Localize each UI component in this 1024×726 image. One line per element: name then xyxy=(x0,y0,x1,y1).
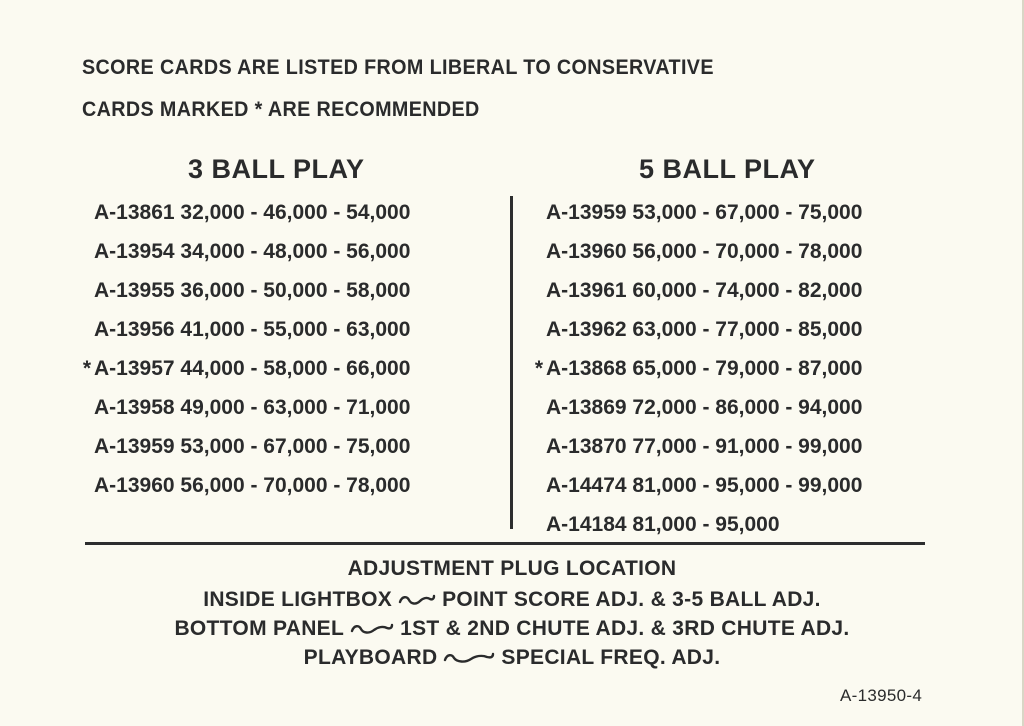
five-ball-title: 5 BALL PLAY xyxy=(639,154,816,184)
adjustment-location: INSIDE LIGHTBOX xyxy=(203,588,393,611)
header-line-liberal-conservative: SCORE CARDS ARE LISTED FROM LIBERAL TO CONSERVATIVE xyxy=(82,56,714,79)
list-item xyxy=(82,276,482,315)
score-card-entry: A-13868 65,000 - 79,000 - 87,000 xyxy=(546,357,863,380)
list-item xyxy=(534,354,934,393)
list-item xyxy=(534,198,934,237)
card-part-number: A-13950-4 xyxy=(840,686,923,705)
score-card-entry: A-13960 56,000 - 70,000 - 78,000 xyxy=(94,474,411,497)
score-card-entry: A-13957 44,000 - 58,000 - 66,000 xyxy=(94,357,411,380)
adjustment-title: ADJUSTMENT PLUG LOCATION xyxy=(347,557,677,580)
adjustment-location: BOTTOM PANEL xyxy=(174,617,345,640)
list-item xyxy=(534,276,934,315)
score-card-entry: A-13954 34,000 - 48,000 - 56,000 xyxy=(94,240,411,263)
section-divider xyxy=(85,542,925,545)
score-card-entry: A-13861 32,000 - 46,000 - 54,000 xyxy=(94,201,411,224)
header-line-recommended: CARDS MARKED * ARE RECOMMENDED xyxy=(82,98,480,121)
list-item xyxy=(82,354,482,393)
three-ball-title: 3 BALL PLAY xyxy=(188,154,365,184)
list-item xyxy=(82,237,482,276)
adjustment-line-lightbox xyxy=(0,588,1024,612)
score-card-entry: A-13960 56,000 - 70,000 - 78,000 xyxy=(546,240,863,263)
squiggle-arrow-icon xyxy=(350,622,394,636)
recommended-marker: * xyxy=(534,357,544,380)
score-card-entry: A-13961 60,000 - 74,000 - 82,000 xyxy=(546,279,863,302)
squiggle-arrow-icon xyxy=(443,651,495,665)
score-card-entry: A-13958 49,000 - 63,000 - 71,000 xyxy=(94,396,411,419)
score-card-entry: A-13956 41,000 - 55,000 - 63,000 xyxy=(94,318,411,341)
three-ball-list xyxy=(82,198,482,510)
score-card-entry: A-13959 53,000 - 67,000 - 75,000 xyxy=(546,201,863,224)
list-item xyxy=(534,237,934,276)
score-card-entry: A-14184 81,000 - 95,000 xyxy=(546,513,780,536)
adjustment-detail: SPECIAL FREQ. ADJ. xyxy=(501,646,721,669)
list-item xyxy=(82,471,482,510)
adjustment-line-bottom-panel xyxy=(0,617,1024,641)
adjustment-location: PLAYBOARD xyxy=(303,646,438,669)
score-card-entry: A-13962 63,000 - 77,000 - 85,000 xyxy=(546,318,863,341)
squiggle-arrow-icon xyxy=(398,593,436,607)
column-divider xyxy=(510,196,513,529)
recommended-marker: * xyxy=(82,357,92,380)
five-ball-list xyxy=(534,198,934,549)
score-card-entry: A-13870 77,000 - 91,000 - 99,000 xyxy=(546,435,863,458)
list-item xyxy=(82,315,482,354)
list-item xyxy=(534,471,934,510)
list-item xyxy=(534,315,934,354)
list-item xyxy=(82,393,482,432)
score-card-entry: A-14474 81,000 - 95,000 - 99,000 xyxy=(546,474,863,497)
score-card-entry: A-13869 72,000 - 86,000 - 94,000 xyxy=(546,396,863,419)
score-card-entry: A-13959 53,000 - 67,000 - 75,000 xyxy=(94,435,411,458)
adjustment-detail: POINT SCORE ADJ. & 3-5 BALL ADJ. xyxy=(442,588,821,611)
list-item xyxy=(82,198,482,237)
list-item xyxy=(534,393,934,432)
score-card-entry: A-13955 36,000 - 50,000 - 58,000 xyxy=(94,279,411,302)
adjustment-line-playboard xyxy=(0,646,1024,670)
adjustment-detail: 1ST & 2ND CHUTE ADJ. & 3RD CHUTE ADJ. xyxy=(400,617,850,640)
list-item xyxy=(534,432,934,471)
list-item xyxy=(82,432,482,471)
